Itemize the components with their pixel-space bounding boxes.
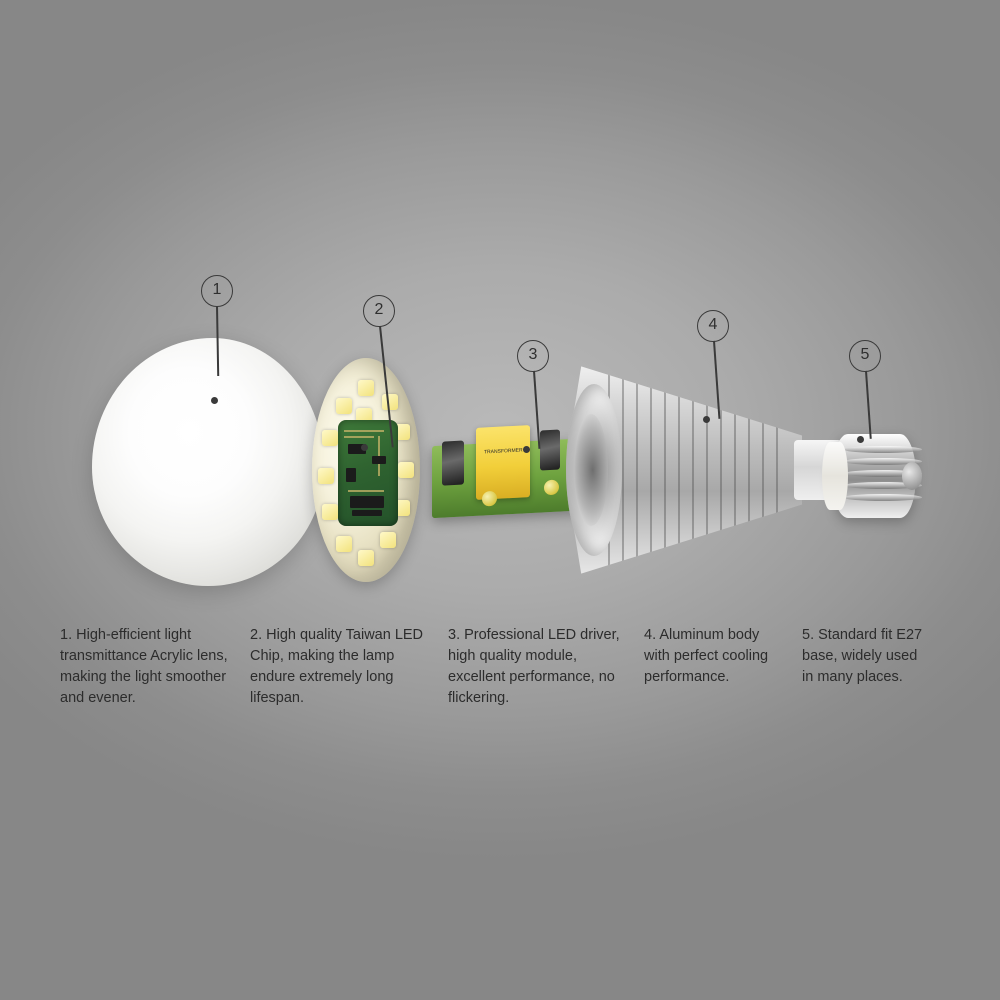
transformer-label: TRANSFORMER: [484, 447, 523, 456]
aluminum-heatsink-body-part: [572, 362, 802, 578]
callout-marker-3[interactable]: 3: [517, 340, 549, 372]
led-emitter: [382, 394, 398, 410]
led-emitter: [358, 380, 374, 396]
callout-anchor-3: [523, 446, 530, 453]
acrylic-lens-part: [92, 338, 324, 586]
led-chip-board-part: [312, 358, 420, 582]
led-emitter: [380, 532, 396, 548]
base-contact-tip: [902, 462, 922, 490]
callout-marker-4[interactable]: 4: [697, 310, 729, 342]
led-emitter: [398, 462, 414, 478]
led-emitter: [358, 550, 374, 566]
led-emitter: [322, 430, 338, 446]
e27-screw-base-part: [822, 428, 918, 524]
callout-anchor-5: [857, 436, 864, 443]
caption-3: 3. Professional LED driver, high quality module, excellent performance, no flickering.: [448, 627, 620, 706]
led-emitter: [336, 536, 352, 552]
caption-4: 4. Aluminum body with perfect cooling performance.: [644, 627, 769, 685]
base-thread: [844, 494, 922, 501]
driver-capacitor: [540, 429, 560, 470]
caption-2: 2. High quality Taiwan LED Chip, making the lamp endure extremely long lifespan.: [250, 627, 424, 706]
callout-marker-1[interactable]: 1: [201, 275, 233, 307]
callout-anchor-4: [703, 416, 710, 423]
base-collar: [822, 442, 848, 510]
heatsink-reflector: [566, 384, 622, 556]
callout-anchor-2: [361, 444, 368, 451]
reflector-inner: [574, 414, 608, 526]
base-thread: [844, 446, 922, 453]
caption-5: 5. Standard fit E27 base, widely used in many places.: [802, 627, 923, 685]
led-emitter: [322, 504, 338, 520]
driver-transformer: [476, 425, 530, 500]
callout-anchor-1: [211, 397, 218, 404]
caption-row: [60, 625, 950, 709]
led-emitter: [336, 398, 352, 414]
driver-capacitor: [442, 441, 464, 486]
callout-marker-5[interactable]: 5: [849, 340, 881, 372]
led-emitter: [318, 468, 334, 484]
led-board-circuit: [338, 420, 398, 526]
caption-1: 1. High-efficient light transmittance Acrylic lens, making the light smoother and evener.: [60, 627, 228, 706]
callout-marker-2[interactable]: 2: [363, 295, 395, 327]
